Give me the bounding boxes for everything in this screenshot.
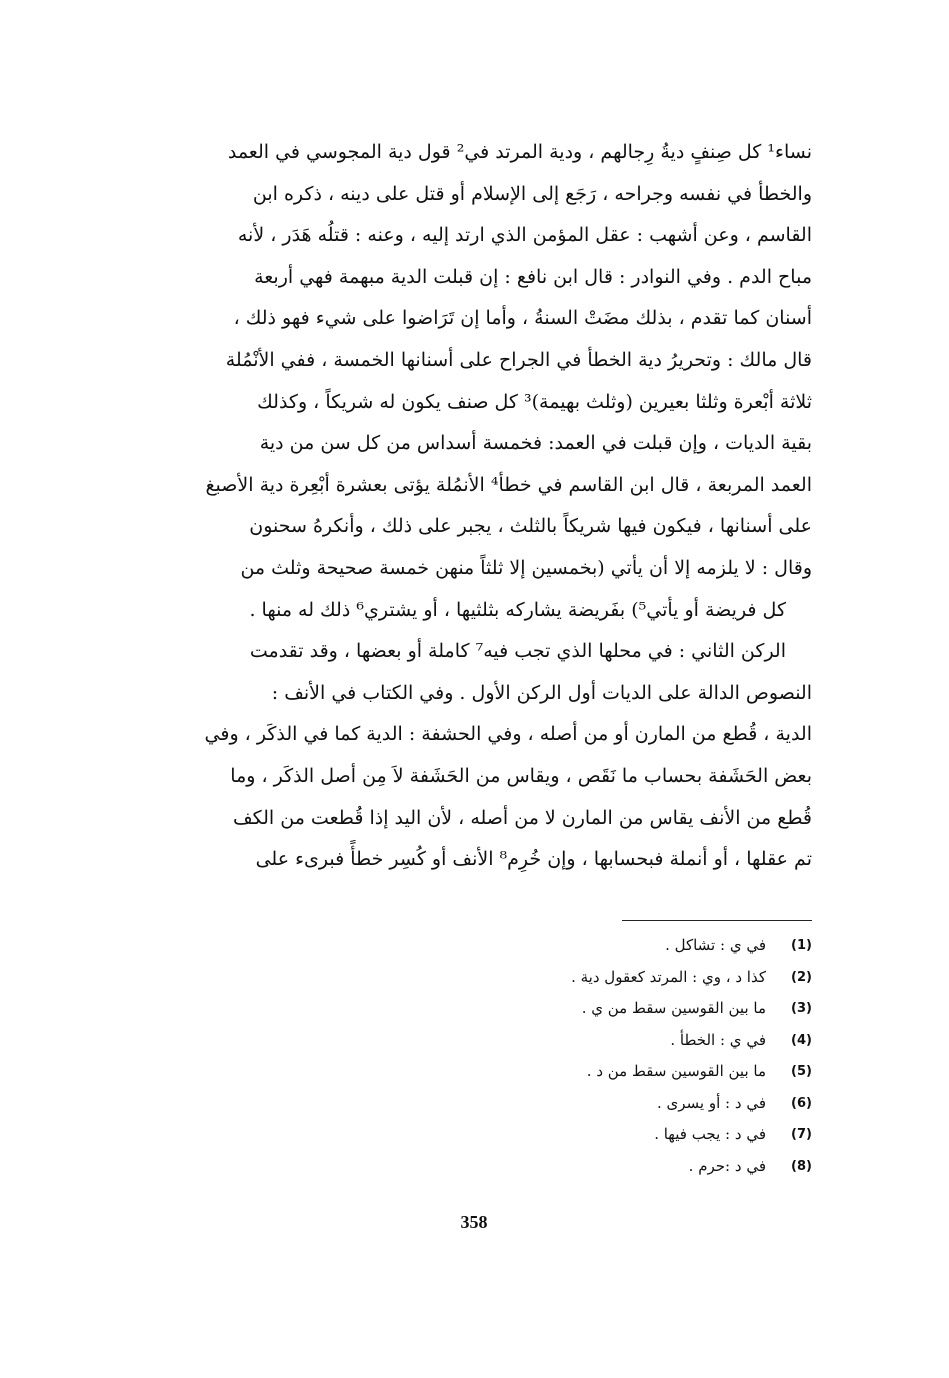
footnotes-list	[400, 930, 812, 1182]
footnote-item	[400, 1056, 812, 1088]
text-line: تم عقلها ، أو أنملة فبحسابها ، وإن خُرِم⁸ الأنف أو كُسِر خطأً فبرىء على	[255, 848, 812, 871]
main-text-block	[132, 132, 812, 881]
text-line: على أسنانها ، فيكون فيها شريكاً بالثلث ، يجبر على ذلك ، وأنكرهُ سحنون	[249, 515, 812, 538]
footnote-number: (4)	[791, 1032, 812, 1048]
footnote-divider	[622, 920, 812, 921]
footnote-number: (7)	[791, 1127, 812, 1142]
text-line: مباح الدم . وفي النوادر : قال ابن نافع : إن قبلت الدية مبهمة فهي أربعة	[254, 265, 812, 288]
text-line: النصوص الدالة على الديات أول الركن الأول . وفي الكتاب في الأنف :	[271, 681, 812, 704]
footnote-item	[400, 962, 812, 994]
text-line: أسنان كما تقدم ، بذلك مضَتْ السنةُ ، وأما إن تَرَاضوا على شيء فهو ذلك ،	[233, 307, 812, 330]
footnote-item	[400, 1119, 812, 1151]
footnote-item	[400, 1025, 812, 1057]
footnote-number: (6)	[791, 1095, 812, 1111]
page-number: 358	[460, 1212, 488, 1232]
footnote-number: (2)	[791, 969, 812, 985]
footnote-text: في ي : الخطأ .	[670, 1030, 766, 1049]
footnote-number: (5)	[791, 1064, 812, 1079]
footnote-text: في ي : تشاكل .	[665, 936, 766, 954]
footnote-item	[400, 1088, 812, 1120]
footnote-number: (1)	[791, 938, 812, 953]
footnote-text: في د : يجب فيها .	[654, 1125, 766, 1143]
footnote-number: (3)	[791, 1001, 812, 1016]
text-line: القاسم ، وعن أشهب : عقل المؤمن الذي ارتد إليه ، وعنه : قتلُه هَدَر ، لأنه	[237, 224, 812, 247]
text-line: قُطع من الأنف يقاس من المارن لا من أصله ، لأن اليد إذا قُطعت من الكف	[232, 806, 812, 829]
footnote-item	[400, 993, 812, 1025]
section-heading-line: الركن الثاني : في محلها الذي تجب فيه⁷ كاملة أو بعضها ، وقد تقدمت	[249, 640, 786, 663]
text-line: وقال : لا يلزمه إلا أن يأتي (بخمسين إلا ثلثاً منهن خمسة صحيحة وثلث من	[240, 556, 812, 579]
text-line: كل فريضة أو يأتي⁵) بفَريضة يشاركه بثلثيها ، أو يشتري⁶ ذلك له منها .	[249, 598, 786, 621]
text-line: قال مالك : وتحريرُ دية الخطأ في الجراح على أسنانها الخمسة ، ففي الأنْمُلة	[225, 348, 812, 371]
text-line: الدية ، قُطع من المارن أو من أصله ، وفي الحشفة : الدية كما في الذكَر ، وفي	[204, 723, 812, 746]
footnote-text: ما بين القوسين سقط من ي .	[581, 999, 766, 1017]
text-line: والخطأ في نفسه وجراحه ، رَجَع إلى الإسلام أو قتل على دينه ، ذكره ابن	[252, 182, 812, 205]
text-line: العمد المربعة ، قال ابن القاسم في خطأ⁴ الأنمُلة يؤتى بعشرة أبْعِرة دية الأصبغ	[205, 473, 812, 496]
text-line: ثلاثة أبْعرة وثلثا بعيرين (وثلث بهيمة)³ كل صنف يكون له شريكاً ، وكذلك	[257, 390, 812, 413]
text-line: بعض الحَشَفة بحساب ما نَقَص ، ويقاس من الحَشَفة لاَ مِن أصل الذكَر ، وما	[230, 764, 812, 787]
footnote-text: في د : أو يسرى .	[657, 1093, 766, 1112]
footnote-number: (8)	[791, 1158, 812, 1174]
footnote-text: ما بين القوسين سقط من د .	[586, 1062, 766, 1080]
footnote-text: في د :حرم .	[688, 1156, 766, 1175]
text-line: نساء¹ كل صِنفٍ ديةُ رِجالهم ، ودية المرتد في² قول دية المجوسي في العمد	[227, 141, 812, 163]
footnote-item	[400, 1151, 812, 1183]
text-line: بقية الديات ، وإن قبلت في العمد: فخمسة أسداس من كل سن من دية	[259, 432, 812, 455]
footnote-text: كذا د ، وي : المرتد كعقول دية .	[571, 967, 766, 986]
footnote-item	[400, 930, 812, 962]
